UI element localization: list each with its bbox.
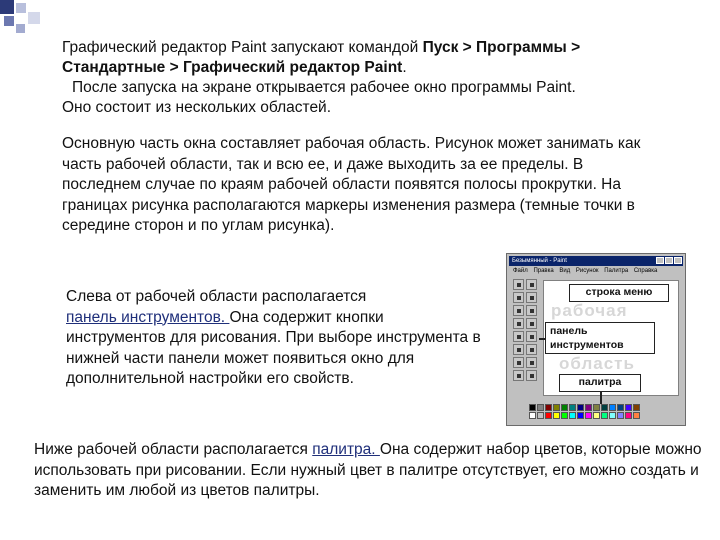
palette-swatch [633,404,640,411]
paint-title: Безымянный - Paint [512,258,567,264]
tool-button [526,318,537,329]
tool-button [513,357,524,368]
palette-swatch [585,412,592,419]
palette-text: Она содержит набор цветов, которые можно использовать при рисовании. Если нужный цвет в палитре отсутствует, его можно создать и заменить им любой из цветов палитры. [34,441,702,499]
tool-button [513,331,524,342]
palette-swatch [577,412,584,419]
palette-swatch [593,412,600,419]
ghost-text-area: область [559,354,635,373]
palette-swatch [609,412,616,419]
menu-path-bold: Пуск > Программы > [422,39,581,56]
tool-button [526,305,537,316]
palette-swatch [585,404,592,411]
paint-menubar [509,267,683,276]
toolbox-paragraph [66,287,486,390]
menu-item-help: Справка [633,268,658,274]
tool-button [513,370,524,381]
palette-swatch [625,404,632,411]
palette-paragraph [34,440,704,502]
arrow-line [539,338,545,340]
palette-swatch [617,412,624,419]
palette-swatch [529,404,536,411]
paint-palette [513,402,681,422]
decor-square [4,16,14,26]
tool-button [513,305,524,316]
label-palette: палитра [559,374,641,392]
tool-button [513,318,524,329]
tool-button [526,344,537,355]
tool-button [526,370,537,381]
ghost-text-work: рабочая [551,301,628,320]
palette-swatch [577,404,584,411]
intro-text: . [402,59,407,76]
palette-swatch [609,404,616,411]
maximize-icon [665,257,673,264]
palette-swatch [617,404,624,411]
tool-button [526,357,537,368]
decor-square [28,12,40,24]
palette-swatch [625,412,632,419]
palette-swatch [553,404,560,411]
palette-swatch [561,412,568,419]
palette-link[interactable]: палитра. [312,441,380,458]
menu-item-palette: Палитра [604,268,629,274]
menu-item-file: Файл [513,268,528,274]
decor-square [0,0,14,14]
palette-swatch [545,412,552,419]
palette-swatch [561,404,568,411]
palette-swatch [601,412,608,419]
tool-button [513,292,524,303]
label-toolbox-line: инструментов [550,339,624,351]
tool-button [513,344,524,355]
palette-swatch [601,404,608,411]
palette-swatch [537,404,544,411]
intro-text: Оно состоит из нескольких областей. [62,99,332,116]
tool-button [526,331,537,342]
menu-item-image: Рисунок [575,268,599,274]
palette-swatch [529,412,536,419]
intro-text: После запуска на экране открывается рабочее окно программы Paint. [72,79,576,96]
palette-swatch [569,412,576,419]
decor-square [16,3,26,13]
menu-item-view: Вид [559,268,571,274]
intro-text: Графический редактор Paint запускают командой [62,39,423,56]
workspace-paragraph: Основную часть окна составляет рабочая область. Рисунок может занимать как часть рабочей области, так и всю ее, и даже выходить за ее пределы. В последнем случае по краям рабочей области появятся полосы прокрутки. На границах рисунка располагаются маркеры изменения размера (темные точки в середине сторон и по углам рисунка). [62,135,641,234]
paint-titlebar [509,256,683,266]
palette-text: Ниже рабочей области располагается [34,441,313,458]
palette-swatch [593,404,600,411]
palette-swatch [545,404,552,411]
arrow-line [600,392,602,404]
minimize-icon [656,257,664,264]
tool-button [513,279,524,290]
tool-button [526,292,537,303]
paint-toolbox [513,279,539,399]
label-toolbox [545,322,655,354]
close-icon [674,257,682,264]
palette-swatch [537,412,544,419]
decorative-squares [0,0,50,40]
toolbox-text: Она содержит кнопки инструментов для рисования. При выборе инструмента в нижней части панели может появиться окно для дополнительной настройки его свойств. [66,308,481,387]
paint-window-illustration [506,253,686,426]
decor-square [16,24,25,33]
palette-swatch [553,412,560,419]
menu-item-edit: Правка [533,268,554,274]
menu-path-bold: Стандартные > Графический редактор Paint [62,59,403,76]
palette-swatch [569,404,576,411]
tool-button [526,279,537,290]
toolbox-link[interactable]: панель инструментов. [66,308,230,326]
toolbox-text: Слева от рабочей области располагается [66,288,367,305]
intro-paragraph [62,38,692,118]
label-toolbox-line: панель [550,325,588,337]
label-menu-bar: строка меню [569,284,669,302]
palette-swatch [633,412,640,419]
